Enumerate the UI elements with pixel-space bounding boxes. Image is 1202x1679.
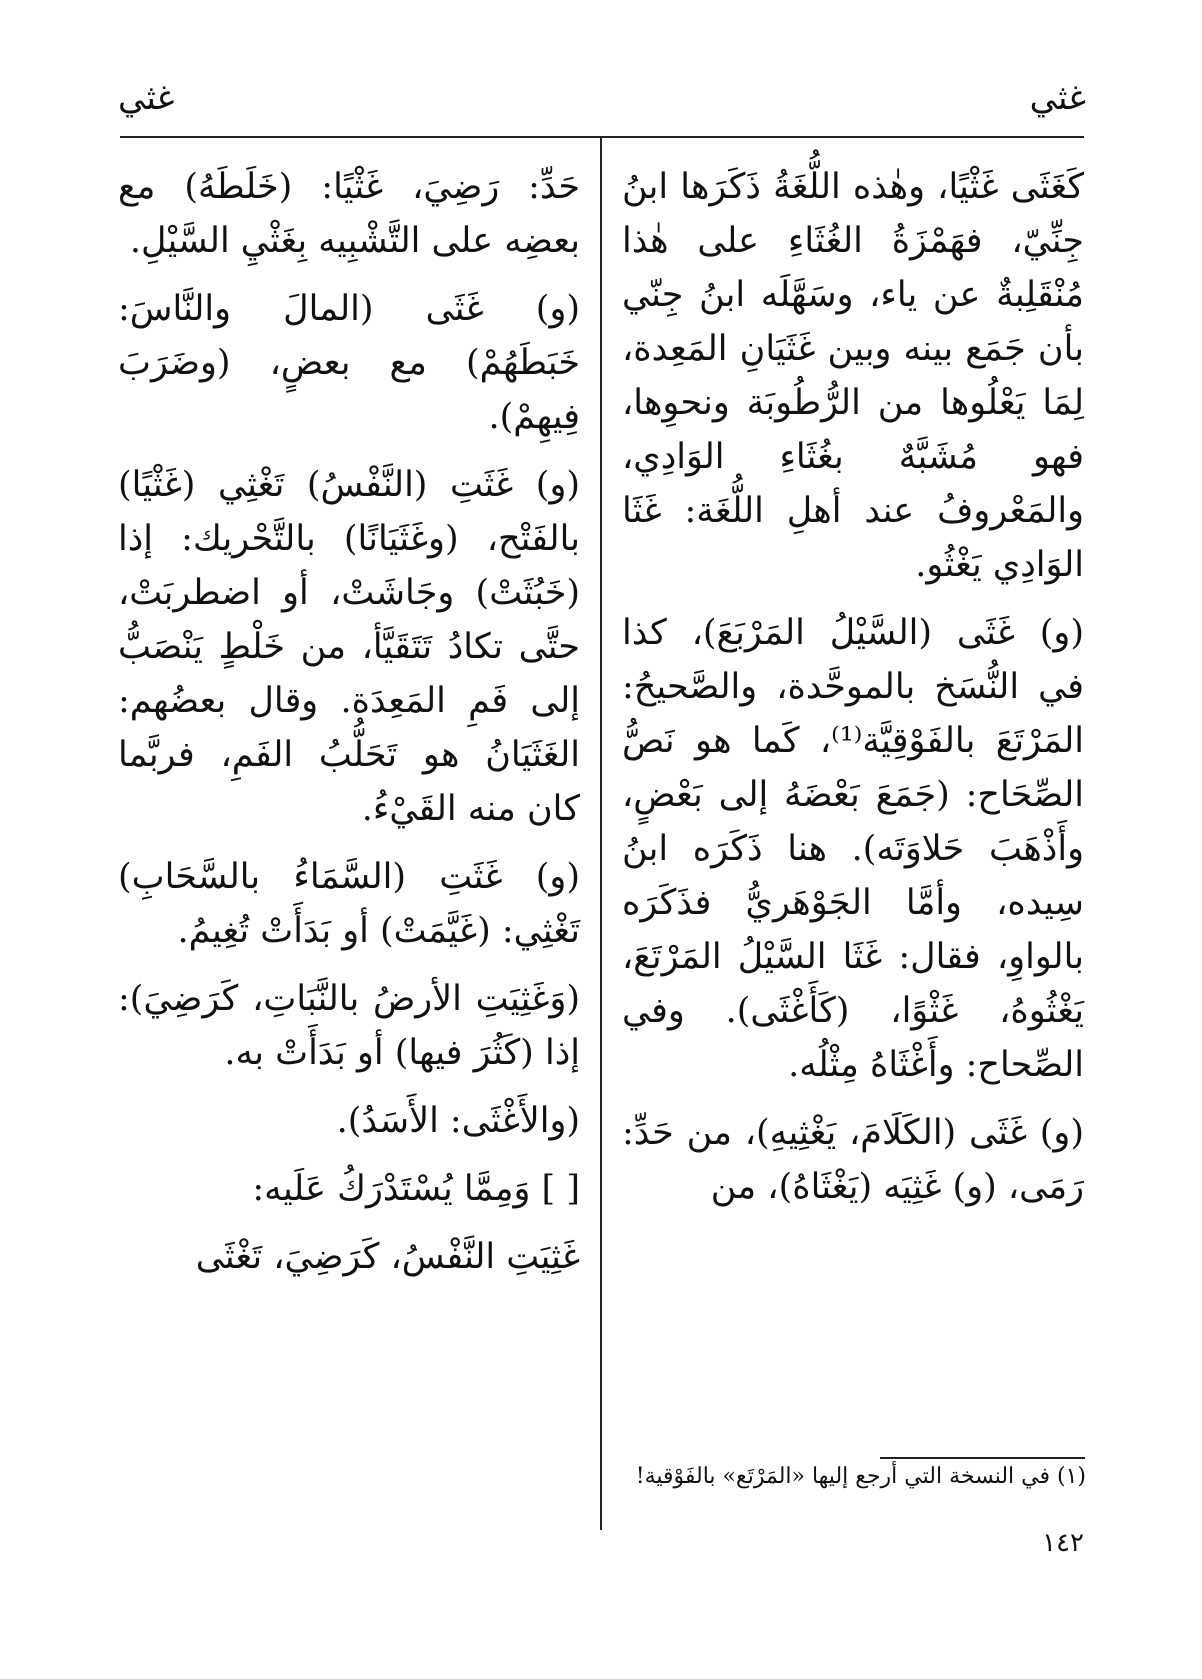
footnote: (١) في النسخة التي أرجع إليها «المَرْتَع» بالفَوْقية! (635, 1464, 1086, 1489)
paragraph: (و) غَثَتِ (النَّفْسُ) تَغْثِي (غَثْيًا) بالفَتْح، (وغَثَيَانًا) بالتَّحْريك: إذا (خَبُثَتْ) وجَاشَتْ، أو اضطربَتْ، حتَّى تكادُ تَتَقَيَّأ، من خَلْطٍ يَنْصَبُّ إلى فَمِ المَعِدَة. وقال بعضُهم: الغَثَيَانُ هو تَحَلُّبُ الفَمِ، فربَّما كان منه القَيْءُ. (118, 465, 580, 829)
header-right-word: غثي (1029, 78, 1086, 118)
paragraph: حَدِّ: رَضِيَ، غَثْيًا: (خَلَطَهُ) مع بعضِه على التَّشْبِيه بِغَثْيِ السَّيْلِ. (118, 167, 580, 261)
right-column (622, 160, 1084, 1228)
left-column (118, 160, 580, 1298)
page-number: ١٤٢ (1042, 1528, 1084, 1558)
paragraph: (و) غَثَى (المالَ والنَّاسَ: خَبَطَهُمْ) مع بعضٍ، (وضَرَبَ فِيهِمْ). (118, 289, 580, 437)
paragraph: (والأَغْثَى: الأَسَدُ). (336, 1101, 580, 1141)
paragraph: [ ] وَمِمَّا يُسْتَدْرَكُ عَلَيه: (252, 1169, 580, 1209)
column-separator (600, 136, 602, 1530)
header-rule (120, 136, 1084, 138)
footnote-rule (880, 1457, 1085, 1459)
paragraph: كَغَثَى غَثْيًا، وهٰذه اللُّغَةُ ذَكَرَها ابنُ جِنِّيّ، فهَمْزَةُ الغُثَاءِ على هٰذا مُنْقَلِبةٌ عن ياء، وسَهَّلَه ابنُ جِنّي بأن جَمَع بينه وبين غَثَيَانِ المَعِدة، لِمَا يَعْلُوها من الرُّطُوبَة ونحوِها، فهو مُشَبَّهٌ بغُثَاءِ الوَادِي، والمَعْروفُ عند أهلِ اللُّغَة: غَثَا الوَادِي يَغْثُو. (622, 167, 1084, 585)
paragraph: (و) غَثَتِ (السَّمَاءُ بالسَّحَابِ) تَغْثِي: (غَيَّمَتْ) أو بَدَأَتْ تُغِيمُ. (118, 857, 580, 951)
paragraph: (و) غَثَى (الكَلَامَ، يَغْثِيهِ)، من حَدِّ: رَمَى، (و) غَثِيَه (يَغْثَاهُ)، من (622, 1113, 1084, 1207)
paragraph: (وَغَثِيَتِ الأرضُ بالنَّبَاتِ، كَرَضِيَ): إذا (كَثُرَ فيها) أو بَدَأَتْ به. (118, 979, 580, 1073)
paragraph: غَثِيَتِ النَّفْسُ، كَرَضِيَ، تَغْثَى (195, 1237, 580, 1277)
header-left-word: غثي (118, 78, 175, 118)
paragraph: (و) غَثَى (السَّيْلُ المَرْبَعَ)، كذا في النُّسَخ بالموحَّدة، والصَّحيحُ: المَرْتَعَ بالفَوْقِيَّة⁽¹⁾، كَما هو نَصُّ الصِّحَاح: (جَمَعَ بَعْضَهُ إلى بَعْضٍ، وأَذْهَبَ حَلاوَتَه). هنا ذَكَرَه ابنُ سِيده، وأمَّا الجَوْهَريُّ فذَكَرَه بالواوِ، فقال: غَثَا السَّيْلُ المَرْتَعَ، يَغْثُوهُ، غَثْوًا، (كَأَغْثَى). وفي الصِّحاح: وأَغْثَاهُ مِثْلُه. (622, 613, 1084, 1085)
